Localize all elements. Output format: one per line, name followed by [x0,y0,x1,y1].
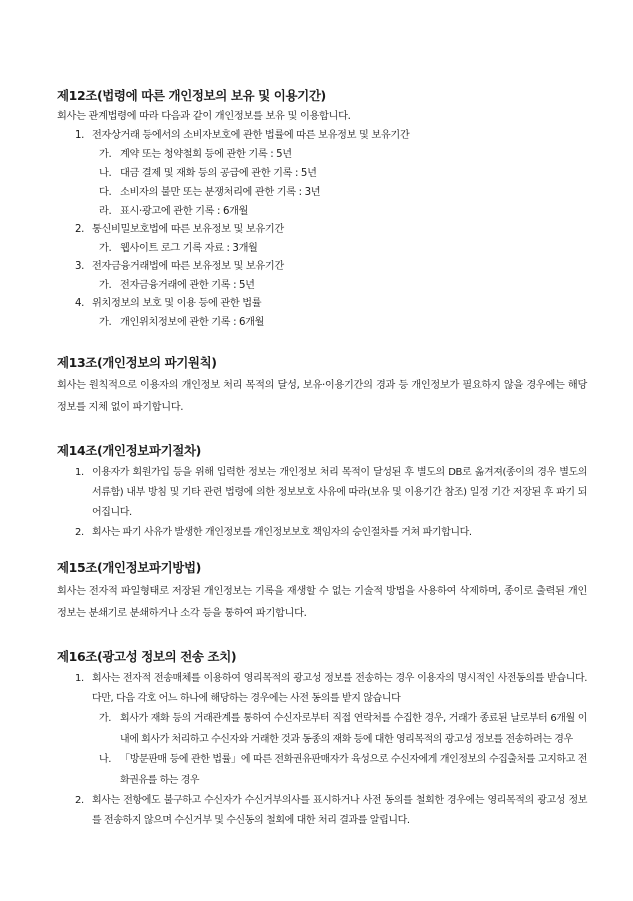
article-15-title: 제15조(개인정보파기방법) [57,560,201,575]
sub-text: 개인위치정보에 관한 기록 : 6개월 [120,317,265,328]
sub-marker: 나. [99,168,112,179]
item-text: 회사는 파기 사유가 발생한 개인정보를 개인정보보호 책임자의 승인절차를 거쳐 파기합니다. [92,527,472,538]
article-12-item-1-sub-d [75,202,587,221]
sub-text: 대금 결제 및 재화 등의 공급에 관한 기록 : 5년 [120,168,317,179]
article-14-title: 제14조(개인정보파기절차) [57,443,201,458]
article-16-item-2 [75,791,587,831]
sub-text: 표시·광고에 관한 기록 : 6개월 [120,206,249,217]
sub-marker: 라. [99,206,112,217]
item-text: 위치정보의 보호 및 이용 등에 관한 법률 [92,298,262,309]
sub-text: 계약 또는 청약철회 등에 관한 기록 : 5년 [120,149,292,160]
article-12-item-3-sub-a [75,276,587,295]
sub-text: 소비자의 불만 또는 분쟁처리에 관한 기록 : 3년 [120,187,321,198]
article-12-item-4-sub-a [75,313,587,332]
article-15-text: 회사는 전자적 파일형태로 저장된 개인정보는 기록을 재생할 수 없는 기술적 방법을 사용하여 삭제하며, 종이로 출력된 개인정보는 분쇄기로 분쇄하거나 소각 등을 통하여 파기합니다. [57,586,587,619]
article-14 [57,443,587,543]
item-text: 전자상거래 등에서의 소비자보호에 관한 법률에 따른 보유정보 및 보유기간 [92,130,410,141]
article-12-item-1-sub-c [75,183,587,202]
sub-marker: 다. [99,187,112,198]
article-12-title: 제12조(법령에 따른 개인정보의 보유 및 이용기간) [57,88,326,103]
sub-marker: 가. [99,317,112,328]
item-number: 1. [75,467,84,478]
article-12-item-3 [75,258,587,276]
item-number: 3. [75,261,85,272]
article-12-item-2-sub-a [75,239,587,258]
item-number: 4. [75,298,85,309]
article-12 [57,88,587,332]
article-14-item-1 [75,463,587,523]
article-13-title: 제13조(개인정보의 파기원칙) [57,355,217,370]
sub-text: 전자금융거래에 관한 기록 : 5년 [120,280,255,291]
article-15 [57,560,587,625]
sub-text: 회사가 재화 등의 거래관계를 통하여 수신자로부터 직접 연락처를 수집한 경우, 거래가 종료된 날로부터 6개월 이내에 회사가 처리하고 수신자와 거래한 것과 동종의 재화 등에 대한 영리목적의 광고성 정보를 전송하려는 경우 [120,713,587,745]
item-number: 1. [75,130,85,141]
item-number: 2. [75,795,84,806]
article-14-item-2 [75,523,587,543]
sub-marker: 가. [99,243,112,254]
article-13-text: 회사는 원칙적으로 이용자의 개인정보 처리 목적의 달성, 보유·이용기간의 경과 등 개인정보가 필요하지 않을 경우에는 해당 정보를 지체 없이 파기합니다. [57,380,587,413]
sub-marker: 가. [99,713,111,724]
sub-marker: 나. [99,754,111,765]
article-16-item-1 [75,669,587,709]
item-text: 전자금융거래법에 따른 보유정보 및 보유기간 [92,261,284,272]
article-12-item-1-sub-a [75,145,587,164]
sub-text: 「방문판매 등에 관한 법률」에 따른 전화권유판매자가 육성으로 수신자에게 개인정보의 수집출처를 고지하고 전화권유를 하는 경우 [120,754,587,786]
item-text: 회사는 전항에도 불구하고 수신자가 수신거부의사를 표시하거나 사전 동의를 철회한 경우에는 영리목적의 광고성 정보를 전송하지 않으며 수신거부 및 수신동의 철회에 대한 처리 결과를 알립니다. [92,795,587,826]
article-12-intro: 회사는 관계법령에 따라 다음과 같이 개인정보를 보유 및 이용합니다. [57,111,351,122]
sub-marker: 가. [99,149,112,160]
article-16 [57,649,587,831]
item-text: 통신비밀보호법에 따른 보유정보 및 보유기간 [92,224,284,235]
article-16-item-1-sub-b [75,750,587,791]
sub-marker: 가. [99,280,112,291]
item-number: 2. [75,527,84,538]
article-16-item-1-sub-a [75,709,587,750]
item-text: 회사는 전자적 전송매체를 이용하여 영리목적의 광고성 정보를 전송하는 경우 이용자의 명시적인 사전동의를 받습니다. 다만, 다음 각호 어느 하나에 해당하는 경우에는 사전 동의를 받지 않습니다 [92,673,587,704]
sub-text: 웹사이트 로그 기록 자료 : 3개월 [120,243,258,254]
article-13 [57,355,587,419]
article-16-title: 제16조(광고성 정보의 전송 조치) [57,649,237,664]
item-text: 이용자가 회원가입 등을 위해 입력한 정보는 개인정보 처리 목적이 달성된 후 별도의 DB로 옮겨져(종이의 경우 별도의 서류함) 내부 방침 및 기타 관련 법령에 의한 정보보호 사유에 따라(보유 및 이용기간 참조) 일정 기간 저장된 후 파기 되어집니다. [92,467,587,518]
item-number: 1. [75,673,84,684]
article-12-item-2 [75,221,587,239]
item-number: 2. [75,224,85,235]
article-12-item-4 [75,295,587,313]
article-12-item-1-sub-b [75,164,587,183]
article-12-item-1 [75,127,587,145]
